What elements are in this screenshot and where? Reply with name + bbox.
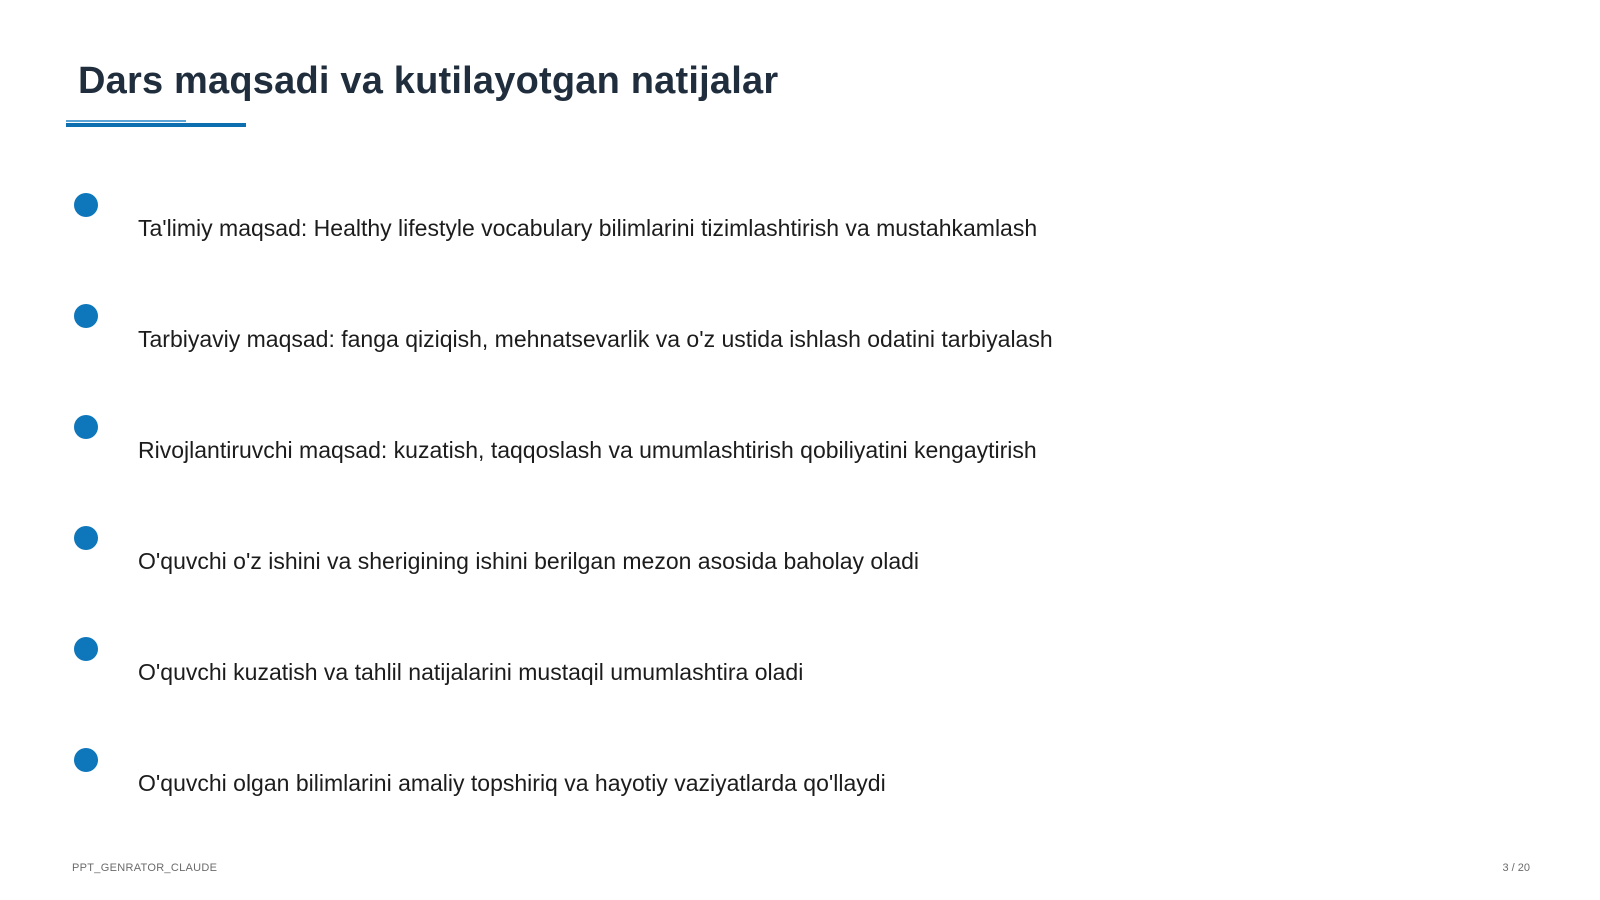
page-number: 3 / 20	[1502, 862, 1530, 874]
bullet-text: Ta'limiy maqsad: Healthy lifestyle vocabulary bilimlarini tizimlashtirish va mustahkamlash	[138, 215, 1038, 241]
footer-brand: PPT_GENRATOR_CLAUDE	[72, 862, 218, 874]
bullet-dot-icon	[74, 193, 98, 217]
bullet-text: Tarbiyaviy maqsad: fanga qiziqish, mehnatsevarlik va o'z ustida ishlash odatini tarbiyalash	[138, 326, 1053, 352]
bullet-text: O'quvchi kuzatish va tahlil natijalarini mustaqil umumlashtira oladi	[138, 659, 804, 685]
bullet-item	[0, 526, 1400, 586]
bullet-dot-icon	[74, 637, 98, 661]
bullet-item	[0, 193, 1400, 253]
bullet-text: O'quvchi o'z ishini va sherigining ishini berilgan mezon asosida baholay oladi	[138, 548, 920, 574]
bullet-dot-icon	[74, 748, 98, 772]
bullet-item	[0, 415, 1400, 475]
bullet-dot-icon	[74, 526, 98, 550]
bullet-dot-icon	[74, 304, 98, 328]
bullet-dot-icon	[74, 415, 98, 439]
bullet-item	[0, 748, 1400, 808]
bullet-item	[0, 637, 1400, 697]
bullet-item	[0, 304, 1400, 364]
bullet-text: Rivojlantiruvchi maqsad: kuzatish, taqqoslash va umumlashtirish qobiliyatini kengaytirish	[138, 437, 1037, 463]
slide-title: Dars maqsadi va kutilayotgan natijalar	[78, 60, 779, 102]
bullet-text: O'quvchi olgan bilimlarini amaliy topshiriq va hayotiy vaziyatlarda qo'llaydi	[138, 770, 886, 796]
